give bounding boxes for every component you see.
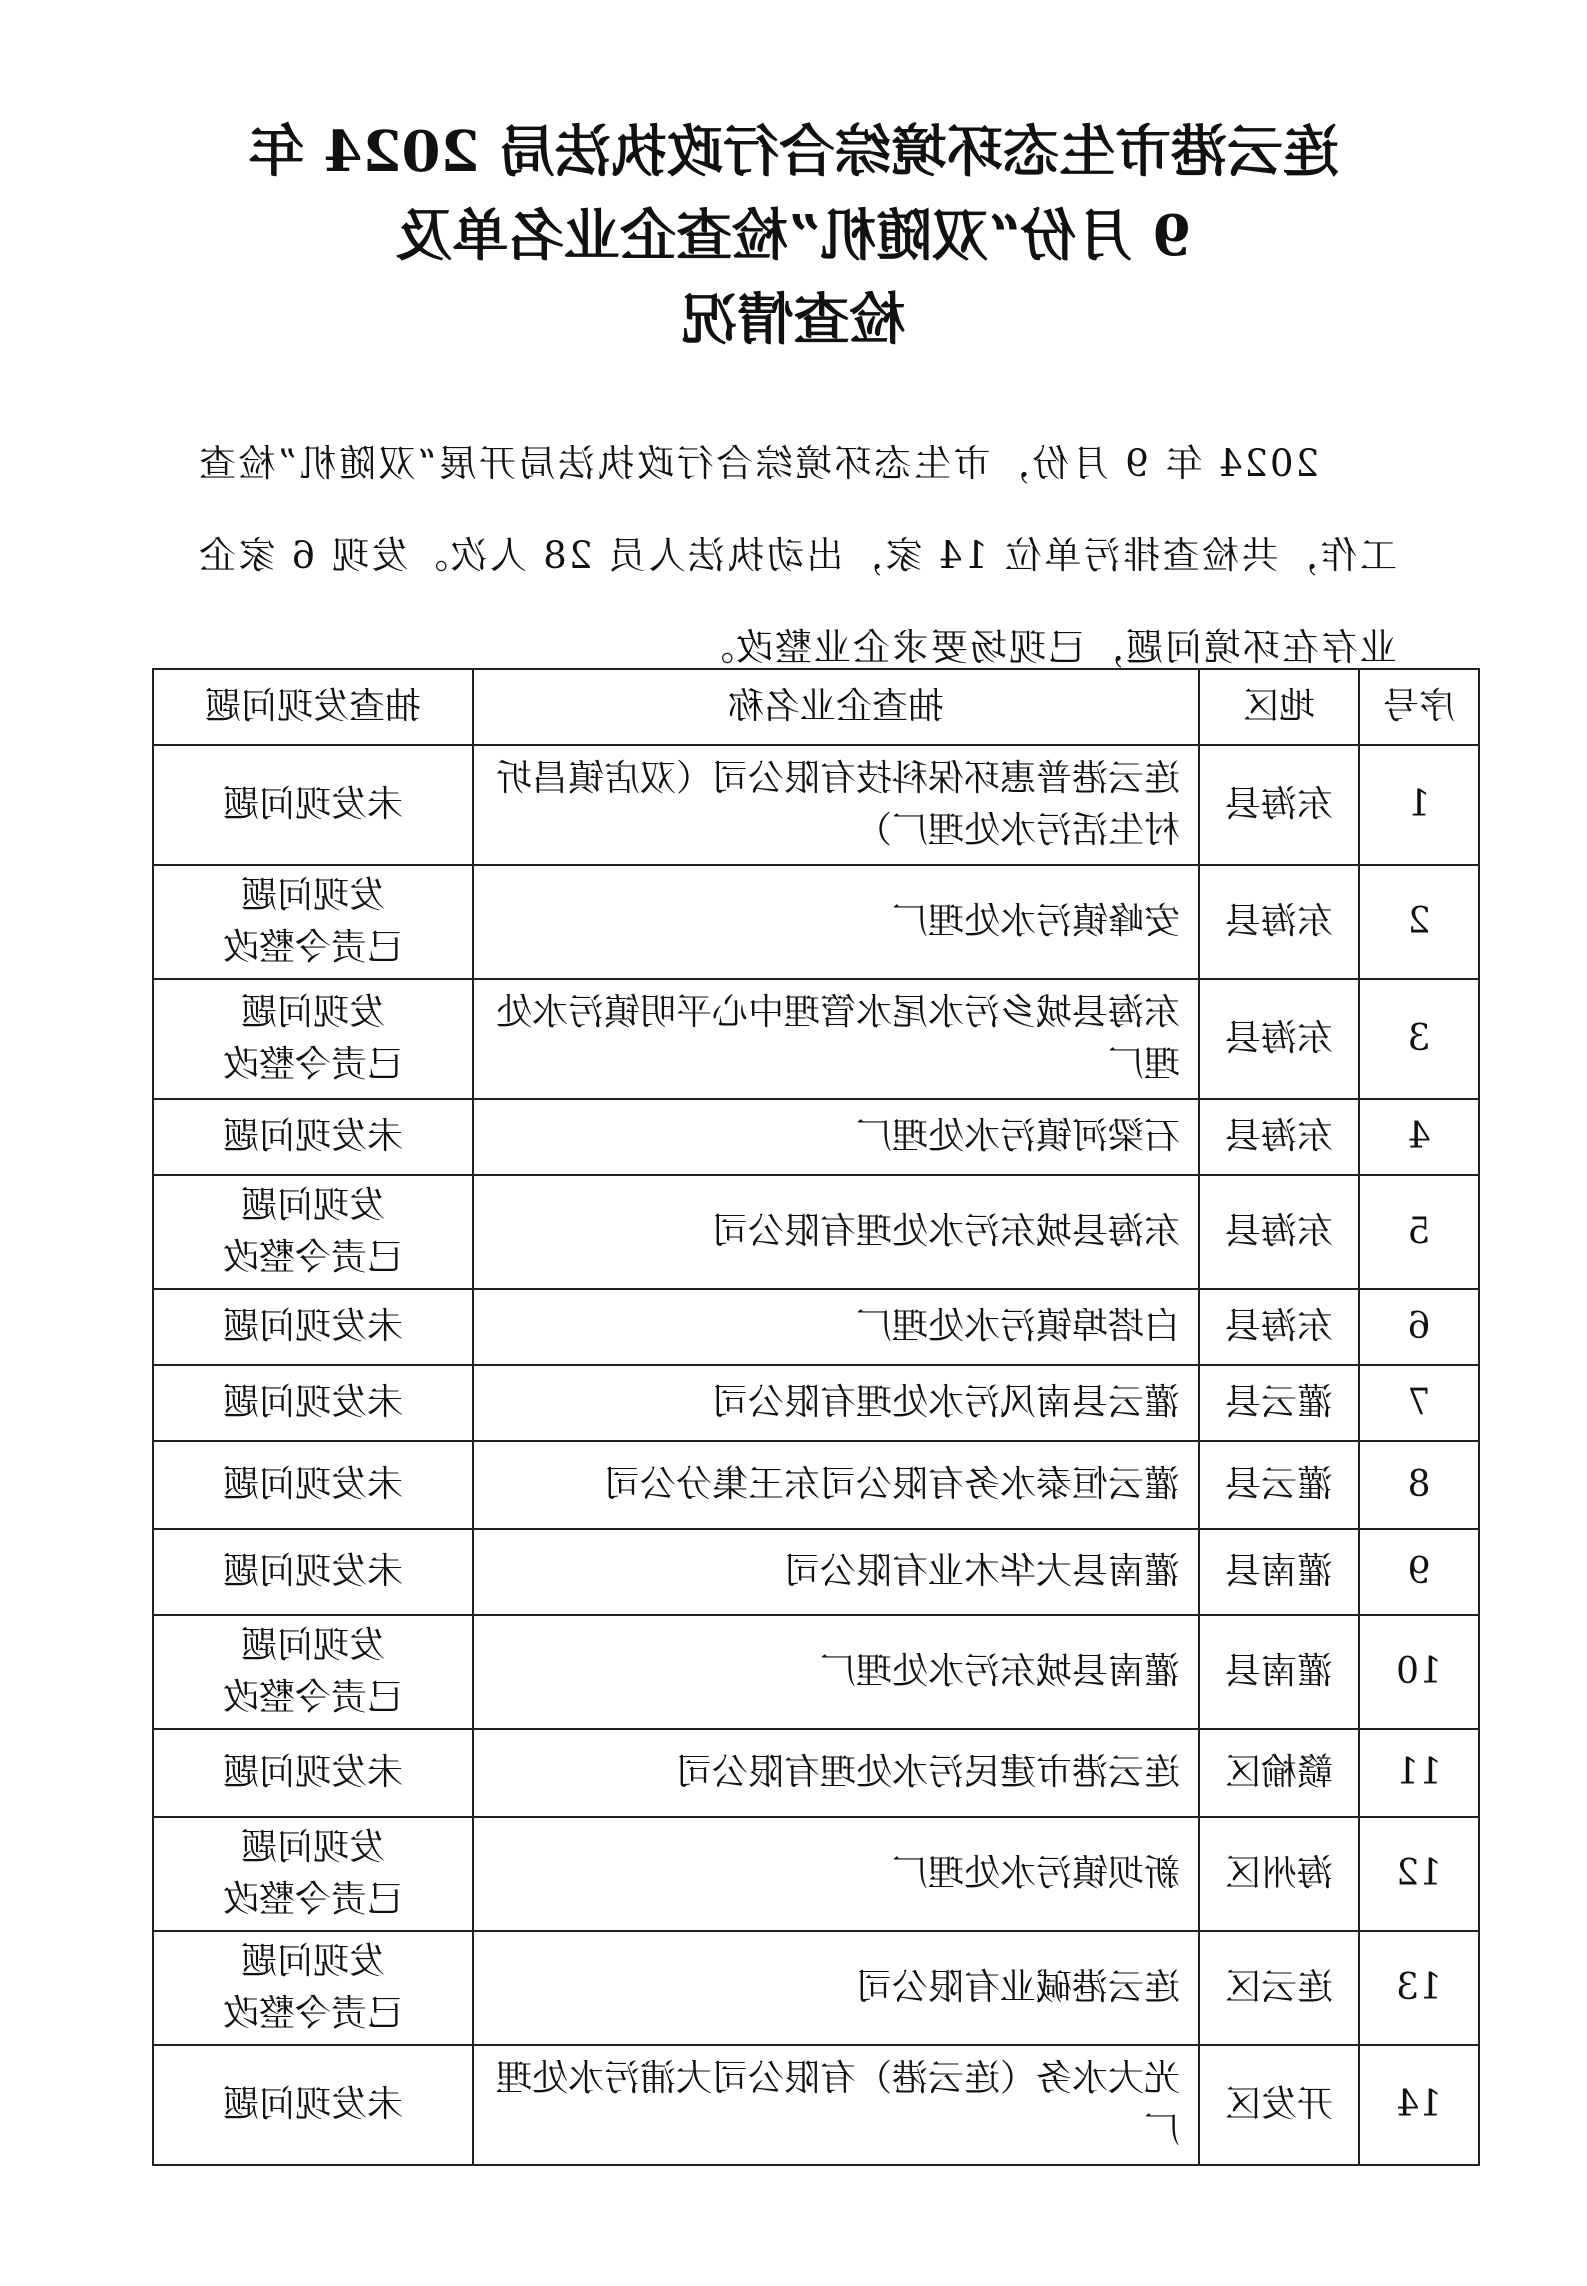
row-area: 海州区 xyxy=(1199,1817,1359,1931)
table-row xyxy=(153,1289,1479,1365)
inspection-table xyxy=(152,668,1480,2166)
row-area: 东海县 xyxy=(1199,1175,1359,1289)
row-serial: 4 xyxy=(1359,1099,1479,1175)
row-area: 东海县 xyxy=(1199,979,1359,1099)
row-company: 东海县城乡污水尾水管理中心平明镇污水处理厂 xyxy=(473,979,1199,1099)
row-company: 白塔埠镇污水处理厂 xyxy=(473,1289,1199,1365)
row-area: 东海县 xyxy=(1199,865,1359,979)
intro-paragraph xyxy=(197,418,1397,694)
row-company: 安峰镇污水处理厂 xyxy=(473,865,1199,979)
title-line-3: 检查情况 xyxy=(681,287,906,353)
document-title xyxy=(0,110,1587,362)
row-area: 东海县 xyxy=(1199,1289,1359,1365)
row-company: 灌南县大华木业有限公司 xyxy=(473,1529,1199,1615)
row-result: 未发现问题 xyxy=(153,1365,473,1441)
row-result: 未发现问题 xyxy=(153,2045,473,2165)
row-serial: 3 xyxy=(1359,979,1479,1099)
row-company: 东海县城东污水处理有限公司 xyxy=(473,1175,1199,1289)
row-result: 未发现问题 xyxy=(153,1099,473,1175)
row-result: 发现问题 已责令整改 xyxy=(153,1175,473,1289)
row-area: 赣榆区 xyxy=(1199,1729,1359,1817)
table-row xyxy=(153,1365,1479,1441)
table-header-row xyxy=(153,669,1479,745)
row-result: 未发现问题 xyxy=(153,745,473,865)
header-result: 抽查发现问题 xyxy=(153,669,473,745)
row-serial: 8 xyxy=(1359,1441,1479,1529)
header-area: 地区 xyxy=(1199,669,1359,745)
row-company: 连云港市建民污水处理有限公司 xyxy=(473,1729,1199,1817)
table-row xyxy=(153,745,1479,865)
row-result: 发现问题 已责令整改 xyxy=(153,865,473,979)
row-area: 连云区 xyxy=(1199,1931,1359,2045)
row-result: 发现问题 已责令整改 xyxy=(153,1931,473,2045)
row-result: 发现问题 已责令整改 xyxy=(153,1615,473,1729)
table-row xyxy=(153,865,1479,979)
row-serial: 7 xyxy=(1359,1365,1479,1441)
header-serial: 序号 xyxy=(1359,669,1479,745)
table-row xyxy=(153,1175,1479,1289)
intro-text: 2024 年 9 月份，市生态环境综合行政执法局开展“双随机”检查工作，共检查排污单位 14 家，出动执法人员 28 人次。发现 6 家企业存在环境问题，已现场要求企业整改。 xyxy=(197,442,1397,669)
row-serial: 2 xyxy=(1359,865,1479,979)
row-company: 光大水务（连云港）有限公司大浦污水处理厂 xyxy=(473,2045,1199,2165)
row-serial: 6 xyxy=(1359,1289,1479,1365)
header-company: 抽查企业名称 xyxy=(473,669,1199,745)
row-area: 灌南县 xyxy=(1199,1615,1359,1729)
row-company: 新坝镇污水处理厂 xyxy=(473,1817,1199,1931)
table-row xyxy=(153,2045,1479,2165)
row-company: 连云港碱业有限公司 xyxy=(473,1931,1199,2045)
row-area: 灌云县 xyxy=(1199,1365,1359,1441)
row-serial: 13 xyxy=(1359,1931,1479,2045)
row-company: 连云港普惠环保科技有限公司（双店镇昌圻村生活污水处理厂） xyxy=(473,745,1199,865)
row-company: 灌南县城东污水处理厂 xyxy=(473,1615,1199,1729)
row-result: 未发现问题 xyxy=(153,1529,473,1615)
row-result: 未发现问题 xyxy=(153,1289,473,1365)
row-serial: 5 xyxy=(1359,1175,1479,1289)
row-serial: 10 xyxy=(1359,1615,1479,1729)
row-serial: 12 xyxy=(1359,1817,1479,1931)
table-row xyxy=(153,1931,1479,2045)
row-company: 石梁河镇污水处理厂 xyxy=(473,1099,1199,1175)
row-serial: 14 xyxy=(1359,2045,1479,2165)
row-company: 灌云县南风污水处理有限公司 xyxy=(473,1365,1199,1441)
table-row xyxy=(153,1817,1479,1931)
row-result: 未发现问题 xyxy=(153,1441,473,1529)
table-row xyxy=(153,1615,1479,1729)
row-area: 东海县 xyxy=(1199,1099,1359,1175)
row-company: 灌云恒泰水务有限公司东王集分公司 xyxy=(473,1441,1199,1529)
row-area: 东海县 xyxy=(1199,745,1359,865)
row-result: 发现问题 已责令整改 xyxy=(153,979,473,1099)
table-row xyxy=(153,1099,1479,1175)
table-row xyxy=(153,979,1479,1099)
row-result: 未发现问题 xyxy=(153,1729,473,1817)
row-serial: 1 xyxy=(1359,745,1479,865)
title-line-2: 9 月份“双随机”检查企业名单及 xyxy=(396,203,1191,269)
row-area: 灌云县 xyxy=(1199,1441,1359,1529)
table-row xyxy=(153,1729,1479,1817)
row-area: 开发区 xyxy=(1199,2045,1359,2165)
title-line-1: 连云港市生态环境综合行政执法局 2024 年 xyxy=(248,119,1339,185)
table-row xyxy=(153,1441,1479,1529)
row-area: 灌南县 xyxy=(1199,1529,1359,1615)
row-result: 发现问题 已责令整改 xyxy=(153,1817,473,1931)
row-serial: 11 xyxy=(1359,1729,1479,1817)
row-serial: 9 xyxy=(1359,1529,1479,1615)
table-row xyxy=(153,1529,1479,1615)
